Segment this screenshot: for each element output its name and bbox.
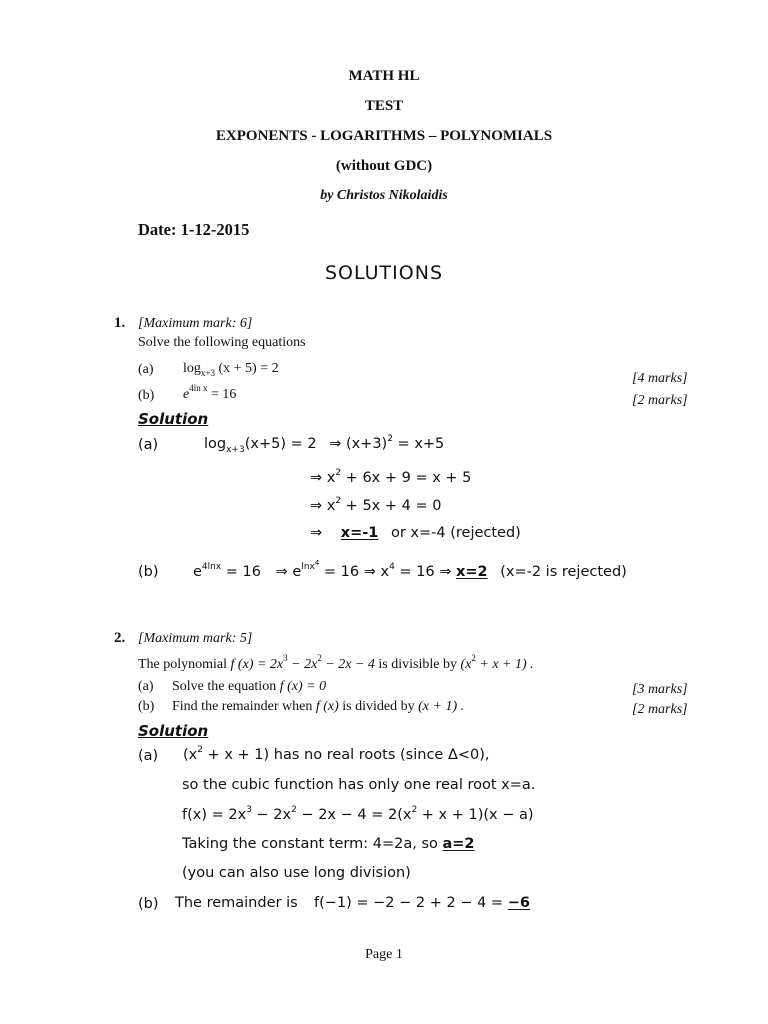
q1-sol-a-answer: x=-1 [340,525,379,541]
q1-sol-b-part1: = 16 [221,564,262,580]
q1-sol-b-rejected: (x=-2 is rejected) [500,564,627,580]
q1-sol-a-line4 [310,525,521,541]
q2-part-b-math1: f (x) [315,699,339,714]
q1-sol-a-line1-impl: ⇒ (x+3) [329,436,388,452]
q2-sol-a-line1-exp: 2 [197,745,203,755]
q1-sol-b-part3: = 16 ⇒ x [319,564,390,580]
q2-sol-a-label: (a) [138,748,159,764]
q1-instruction: Solve the following equations [138,335,306,350]
q1-sol-b-e1: e [193,564,202,580]
doc-title: MATH HL [348,68,420,84]
q1-sol-a-line3-end: + 5x + 4 = 0 [341,498,442,514]
q2-sol-b-text: The remainder is [175,895,298,911]
q1-sol-b-e1-exp: 4lnx [201,562,222,572]
q1-part-b-rest: = 16 [207,387,237,402]
q2-sol-a-line1-pre: (x [183,747,198,763]
q1-part-b-marks: [2 marks] [632,393,688,408]
q2-part-b-math2: (x + 1) . [418,699,465,714]
solutions-heading: SOLUTIONS [325,262,443,284]
q1-part-a-log-base: x+3 [200,368,215,378]
q2-max-mark: [Maximum mark: 5] [138,631,253,646]
q2-sol-a-line3 [182,807,534,823]
q1-sol-a-label: (a) [138,437,159,453]
q1-max-mark: [Maximum mark: 6] [138,316,253,331]
q1-sol-a-line1 [204,434,445,455]
q2-sol-a-line1-end: + x + 1) has no real roots (since Δ<0), [202,747,490,763]
q1-sol-a-log: log [204,436,227,452]
q2-part-b-label: (b) [138,699,155,714]
page-number: Page 1 [365,947,403,962]
q1-sol-a-log-base: x+3 [226,445,245,455]
q2-sol-a-line4 [182,836,475,852]
q2-sol-a-line3-m2: − 2x − 4 = 2(x [296,807,412,823]
q1-sol-b-e2-exp [301,559,320,572]
q2-sol-a-line3-m: − 2x [251,807,292,823]
q1-sol-a-line1-end: = x+5 [392,436,445,452]
q1-part-a-label: (a) [138,362,154,377]
q1-solution-heading: Solution [138,410,209,428]
q1-number: 1. [114,315,126,331]
q1-sol-a-arrow: ⇒ [310,525,323,541]
q1-part-b-e: e [183,387,190,402]
q1-sol-a-line1-exp: 2 [387,434,393,444]
q2-part-a-marks: [3 marks] [632,682,688,697]
q2-sol-a-line3-e1: 3 [246,805,252,815]
q2-statement-e2: 2 [317,653,322,663]
q2-sol-b-label: (b) [138,896,159,912]
q1-sol-a-line1-rest: (x+5) = 2 [244,436,317,452]
q2-statement-end: − 2x − 4 [321,657,375,672]
q2-sol-b-math [314,895,530,911]
q2-sol-b-expression: f(−1) = −2 − 2 + 2 − 4 = [314,895,508,911]
doc-topic: EXPONENTS - LOGARITHMS – POLYNOMIALS [215,128,553,144]
q2-statement-m: − 2x [287,657,318,672]
q2-statement-div: (x [460,657,472,672]
q1-sol-a-line2-end: + 6x + 9 = x + 5 [341,470,472,486]
q2-statement-mid: is divisible by [374,657,461,672]
q2-part-b-text [172,699,464,715]
doc-author: by Christos Nikolaidis [320,188,448,203]
q2-sol-a-line1 [183,747,490,763]
q2-solution-heading: Solution [138,722,209,740]
q1-sol-b-label: (b) [138,564,159,580]
doc-date: Date: 1-12-2015 [138,220,250,239]
q1-part-a-marks: [4 marks] [632,371,688,386]
q1-sol-b-answer: x=2 [456,564,488,580]
q1-sol-a-line2 [310,470,471,486]
q2-part-b-prompt: Find the remainder when [172,699,316,714]
q2-part-a-label: (a) [138,679,154,694]
q1-sol-a-line2-pre: ⇒ x [310,470,336,486]
q2-statement-pre: The polynomial [138,657,231,672]
q1-sol-b-x-exp: 4 [389,562,395,572]
q2-sol-a-line3-end: + x + 1)(x − a) [417,807,534,823]
q1-sol-b-line [193,559,627,580]
q1-sol-b-part2: ⇒ e [275,564,302,580]
q2-number: 2. [114,630,126,646]
q2-part-b-marks: [2 marks] [632,702,688,717]
q1-part-a-equation [183,361,279,377]
q1-part-b-exp: 4ln x [189,383,208,393]
q2-sol-a-line5: (you can also use long division) [182,865,411,881]
q1-sol-a-line3-pre: ⇒ x [310,498,336,514]
q2-sol-a-line3-e2: 2 [291,805,297,815]
q2-statement-div-end: + x + 1) . [475,657,534,672]
q1-sol-a-line3-exp: 2 [335,496,342,506]
q2-statement [138,653,534,673]
q2-part-b-mid: is divided by [338,699,419,714]
q2-sol-b-answer: −6 [507,895,530,911]
q2-sol-a-line2: so the cubic function has only one real root x=a. [182,777,536,793]
q1-sol-b-part4: = 16 ⇒ [394,564,457,580]
q1-sol-a-line3 [310,498,441,514]
q1-part-b-equation [183,383,237,403]
q1-part-b-label: (b) [138,388,155,403]
q2-sol-a-answer: a=2 [442,836,475,852]
q2-part-a-prompt: Solve the equation [172,679,280,694]
doc-note: (without GDC) [335,158,433,174]
q2-statement-f: f (x) = 2x [230,657,284,672]
q1-sol-a-line2-exp: 2 [335,468,342,478]
q2-part-a-text [172,679,326,695]
q1-sol-b-e2-exp-text: lnx [301,562,315,572]
q1-part-a-rest: (x + 5) = 2 [218,361,279,376]
q1-part-a-log: log [183,361,201,376]
q2-sol-a-line4-pre: Taking the constant term: 4=2a, so [182,836,443,852]
q1-sol-a-rejected: or x=-4 (rejected) [390,525,521,541]
doc-subtitle: TEST [364,98,404,114]
q2-sol-a-line3-pre: f(x) = 2x [182,807,247,823]
q1-sol-b-e2-exp2: 4 [314,559,320,567]
q2-sol-a-line3-e3: 2 [411,805,418,815]
q2-statement-e1: 3 [283,653,288,663]
q2-statement-div-exp: 2 [471,653,476,663]
q2-part-a-math: f (x) = 0 [279,679,327,694]
